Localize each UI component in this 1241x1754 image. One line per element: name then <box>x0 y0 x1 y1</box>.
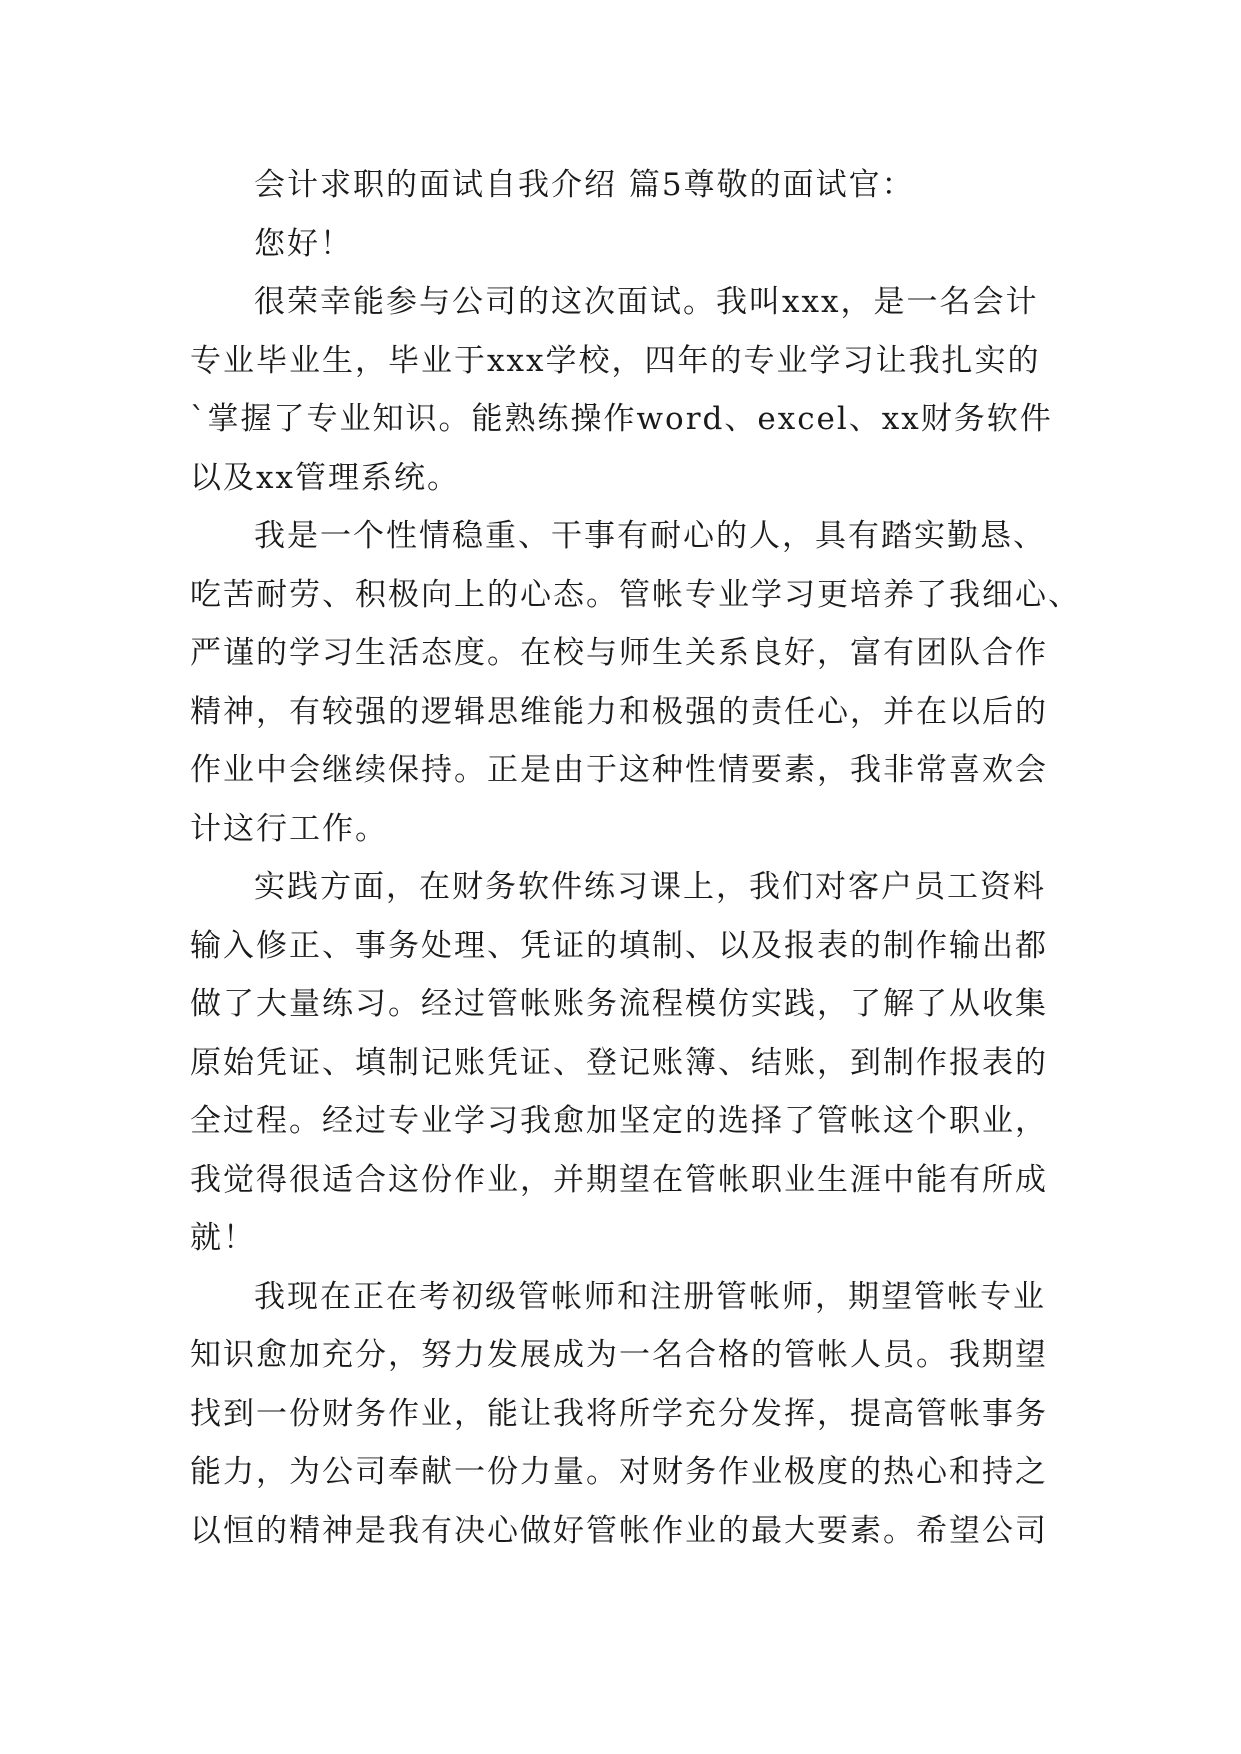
document-body <box>190 156 1081 1560</box>
text-line: 找到一份财务作业，能让我将所学充分发挥，提高管帐事务 <box>190 1395 1048 1432</box>
text-line: 我是一个性情稳重、干事有耐心的人，具有踏实勤恳、 <box>254 518 1046 554</box>
text-line: 作业中会继续保持。正是由于这种性情要素，我非常喜欢会 <box>190 752 1048 788</box>
text-line: 我现在正在考初级管帐师和注册管帐师，期望管帐专业 <box>254 1278 1046 1315</box>
text-line: 就！ <box>190 1220 256 1256</box>
text-line: 精神，有较强的逻辑思维能力和极强的责任心，并在以后的 <box>190 693 1048 730</box>
text-line: 我觉得很适合这份作业，并期望在管帐职业生涯中能有所成 <box>190 1161 1048 1198</box>
text-line: 严谨的学习生活态度。在校与师生关系良好，富有团队合作 <box>190 635 1048 671</box>
text-line: 吃苦耐劳、积极向上的心态。管帐专业学习更培养了我细心、 <box>190 576 1081 613</box>
text-line: 很荣幸能参与公司的这次面试。我叫xxx，是一名会计 <box>254 284 1039 320</box>
text-line: 输入修正、事务处理、凭证的填制、以及报表的制作输出都 <box>190 927 1048 964</box>
text-line: 您好！ <box>254 225 353 262</box>
text-line: `掌握了专业知识。能熟练操作word、excel、xx财务软件 <box>190 401 1053 437</box>
text-line: 全过程。经过专业学习我愈加坚定的选择了管帐这个职业， <box>190 1103 1048 1139</box>
text-line: 原始凭证、填制记账凭证、登记账簿、结账，到制作报表的 <box>190 1044 1048 1081</box>
text-line: 计这行工作。 <box>190 810 388 847</box>
text-line: 实践方面，在财务软件练习课上，我们对客户员工资料 <box>254 869 1046 905</box>
text-line: 会计求职的面试自我介绍 篇5尊敬的面试官： <box>254 167 915 203</box>
text-line: 能力，为公司奉献一份力量。对财务作业极度的热心和持之 <box>190 1454 1048 1490</box>
text-line: 专业毕业生，毕业于xxx学校，四年的专业学习让我扎实的 <box>190 342 1041 379</box>
text-line: 以恒的精神是我有决心做好管帐作业的最大要素。希望公司 <box>190 1512 1048 1549</box>
text-line: 知识愈加充分，努力发展成为一名合格的管帐人员。我期望 <box>190 1337 1048 1373</box>
text-line: 做了大量练习。经过管帐账务流程模仿实践，了解了从收集 <box>190 986 1048 1022</box>
text-line: 以及xx管理系统。 <box>190 459 460 496</box>
